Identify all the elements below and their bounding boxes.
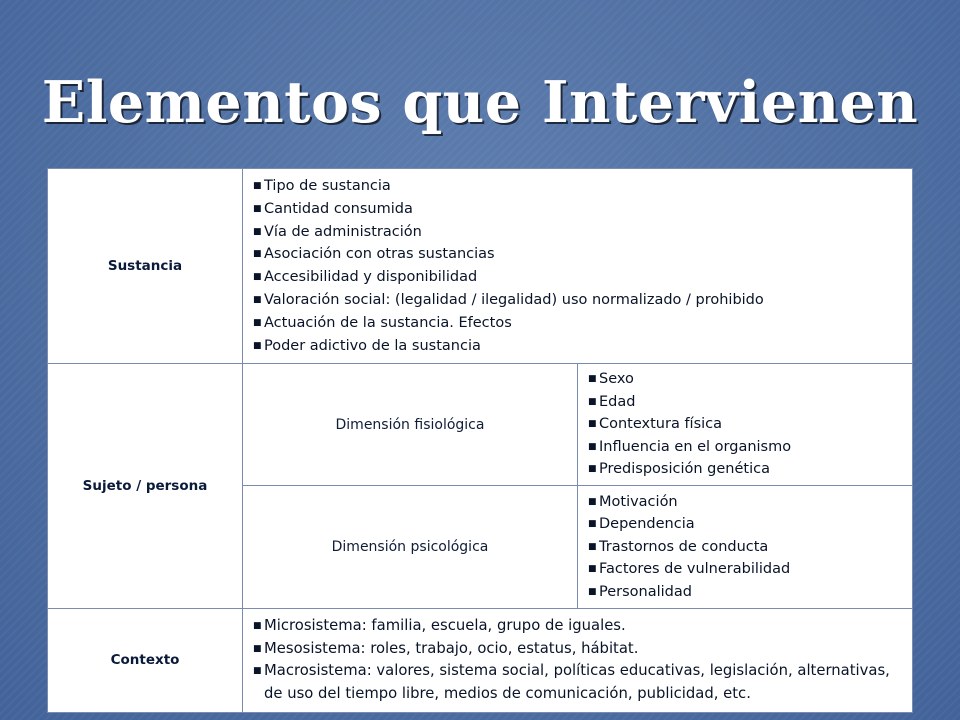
row-label-contexto: Contexto — [48, 608, 243, 712]
square-bullet-icon: ■ — [253, 226, 262, 237]
list-item — [588, 368, 904, 391]
square-bullet-icon: ■ — [253, 317, 262, 328]
list-item — [588, 513, 904, 536]
list-item — [253, 175, 904, 198]
slide-title: Elementos que Intervienen — [41, 69, 919, 136]
list-item — [253, 335, 904, 358]
psicologica-items-cell — [578, 485, 913, 608]
list-item-text: Personalidad — [599, 583, 692, 600]
square-bullet-icon: ■ — [253, 203, 262, 214]
list-item-text: Asociación con otras sustancias — [264, 246, 495, 263]
sustancia-items-cell — [243, 169, 913, 364]
table-row-fisiologica — [48, 364, 913, 486]
table-row-sustancia — [48, 169, 913, 364]
list-item — [588, 436, 904, 459]
list-item — [588, 558, 904, 581]
row-label-sustancia: Sustancia — [48, 169, 243, 364]
list-item — [253, 289, 904, 312]
psicologica-list — [578, 487, 912, 608]
list-item-text: Motivación — [599, 493, 678, 510]
list-item — [253, 638, 904, 661]
row-label-sujeto: Sujeto / persona — [48, 364, 243, 609]
list-item — [588, 391, 904, 414]
square-bullet-icon: ■ — [253, 340, 262, 351]
table-row-contexto — [48, 608, 913, 712]
square-bullet-icon: ■ — [253, 643, 262, 654]
square-bullet-icon: ■ — [588, 396, 597, 407]
list-item-text: Microsistema: familia, escuela, grupo de iguales. — [264, 616, 626, 634]
list-item — [253, 660, 904, 706]
list-item-text: Vía de administración — [264, 223, 422, 240]
list-item-text: Cantidad consumida — [264, 200, 413, 217]
list-item — [588, 581, 904, 604]
list-item-text: Sexo — [599, 371, 634, 388]
list-item-text: Contextura física — [599, 416, 723, 433]
square-bullet-icon: ■ — [253, 620, 262, 631]
square-bullet-icon: ■ — [253, 181, 262, 191]
list-item — [588, 536, 904, 559]
list-item-text: Accesibilidad y disponibilidad — [264, 269, 478, 286]
square-bullet-icon: ■ — [588, 374, 597, 385]
square-bullet-icon: ■ — [588, 464, 597, 475]
list-item-text: Mesosistema: roles, trabajo, ocio, estatus, hábitat. — [264, 639, 639, 657]
square-bullet-icon: ■ — [588, 541, 597, 552]
list-item — [253, 312, 904, 335]
square-bullet-icon: ■ — [253, 249, 262, 260]
list-item-text: Valoración social: (legalidad / ilegalidad) uso normalizado / prohibido — [264, 291, 764, 308]
list-item — [253, 221, 904, 244]
square-bullet-icon: ■ — [253, 294, 262, 305]
list-item-text: Macrosistema: valores, sistema social, políticas educativas, legislación, alternativas, de uso del tiempo libre, medios de comunicación, publicidad, etc. — [264, 662, 890, 703]
square-bullet-icon: ■ — [588, 564, 597, 575]
list-item — [588, 458, 904, 481]
square-bullet-icon: ■ — [588, 441, 597, 452]
sustancia-list — [243, 169, 912, 363]
list-item-text: Edad — [599, 393, 636, 410]
list-item-text: Actuación de la sustancia. Efectos — [264, 314, 512, 331]
fisiologica-list — [578, 364, 912, 485]
list-item — [253, 243, 904, 266]
square-bullet-icon: ■ — [588, 519, 597, 530]
list-item-text: Trastornos de conducta — [599, 538, 769, 555]
list-item-text: Poder adictivo de la sustancia — [264, 337, 481, 354]
list-item-text: Dependencia — [599, 516, 695, 533]
list-item-text: Predisposición genética — [599, 461, 770, 478]
elements-table — [47, 168, 913, 713]
dimension-psicologica-label: Dimensión psicológica — [243, 485, 578, 608]
square-bullet-icon: ■ — [588, 419, 597, 430]
list-item-text: Influencia en el organismo — [599, 438, 792, 455]
square-bullet-icon: ■ — [253, 666, 262, 677]
square-bullet-icon: ■ — [588, 586, 597, 597]
fisiologica-items-cell — [578, 364, 913, 486]
contexto-items-cell — [243, 608, 913, 712]
list-item-text: Factores de vulnerabilidad — [599, 561, 791, 578]
list-item — [588, 491, 904, 514]
list-item-text: Tipo de sustancia — [264, 178, 391, 194]
list-item — [253, 198, 904, 221]
dimension-fisiologica-label: Dimensión fisiológica — [243, 364, 578, 486]
contexto-list — [243, 609, 912, 712]
square-bullet-icon: ■ — [253, 272, 262, 283]
list-item — [588, 413, 904, 436]
list-item — [253, 615, 904, 638]
list-item — [253, 266, 904, 289]
square-bullet-icon: ■ — [588, 496, 597, 507]
